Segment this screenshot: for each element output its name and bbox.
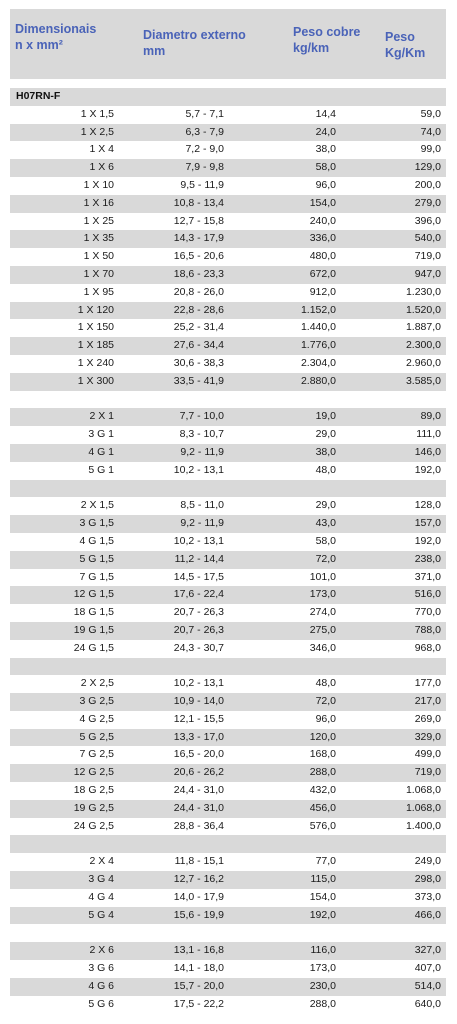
cell-outer-diameter: 12,7 - 16,2 bbox=[173, 873, 224, 886]
cell-dimension: 1 X 300 bbox=[77, 374, 114, 387]
table-row bbox=[10, 996, 446, 1014]
table-row bbox=[10, 248, 446, 266]
cell-weight: 947,0 bbox=[414, 267, 441, 280]
table-row bbox=[10, 355, 446, 373]
cell-dimension: 1 X 150 bbox=[77, 321, 114, 334]
cell-weight: 111,0 bbox=[416, 428, 441, 441]
cell-outer-diameter: 7,9 - 9,8 bbox=[185, 161, 224, 174]
table-row bbox=[10, 533, 446, 551]
table-row bbox=[10, 942, 446, 960]
table-row bbox=[10, 230, 446, 248]
separator-row bbox=[10, 658, 446, 676]
header-outer-diameter bbox=[143, 27, 246, 59]
cell-dimension: 1 X 4 bbox=[89, 143, 114, 156]
cell-outer-diameter: 16,5 - 20,6 bbox=[173, 250, 224, 263]
cell-weight: 99,0 bbox=[420, 143, 441, 156]
table-row bbox=[10, 408, 446, 426]
cell-copper-weight: 96,0 bbox=[315, 712, 336, 725]
cell-copper-weight: 101,0 bbox=[309, 570, 336, 583]
cell-weight: 719,0 bbox=[414, 250, 441, 263]
cell-outer-diameter: 11,2 - 14,4 bbox=[174, 552, 224, 565]
table-row bbox=[10, 551, 446, 569]
table-row bbox=[10, 604, 446, 622]
cell-outer-diameter: 13,1 - 16,8 bbox=[173, 944, 224, 957]
cell-dimension: 24 G 1,5 bbox=[73, 641, 114, 654]
cell-weight: 327,0 bbox=[414, 944, 441, 957]
cell-outer-diameter: 15,7 - 20,0 bbox=[173, 979, 224, 992]
table-header bbox=[10, 9, 446, 79]
table-row bbox=[10, 746, 446, 764]
cell-weight: 540,0 bbox=[414, 232, 441, 245]
table-row bbox=[10, 159, 446, 177]
cell-outer-diameter: 9,2 - 11,9 bbox=[180, 517, 224, 530]
cell-copper-weight: 346,0 bbox=[309, 641, 336, 654]
cell-copper-weight: 38,0 bbox=[315, 143, 336, 156]
cell-weight: 788,0 bbox=[414, 623, 441, 636]
table-row bbox=[10, 124, 446, 142]
cell-copper-weight: 19,0 bbox=[315, 410, 336, 423]
cell-dimension: 3 G 1,5 bbox=[79, 517, 114, 530]
cell-copper-weight: 115,0 bbox=[310, 873, 336, 886]
cell-dimension: 1 X 240 bbox=[77, 356, 114, 369]
cell-weight: 1.887,0 bbox=[405, 321, 441, 334]
cell-dimension: 19 G 2,5 bbox=[73, 801, 114, 814]
cell-dimension: 1 X 35 bbox=[83, 232, 114, 245]
table-row bbox=[10, 373, 446, 391]
cell-weight: 466,0 bbox=[414, 908, 441, 921]
table-row bbox=[10, 800, 446, 818]
cell-dimension: 4 G 1,5 bbox=[79, 534, 114, 547]
cell-outer-diameter: 14,0 - 17,9 bbox=[173, 890, 224, 903]
header-weight-line2: Kg/Km bbox=[385, 46, 426, 60]
separator-row bbox=[10, 391, 446, 409]
cell-outer-diameter: 7,2 - 9,0 bbox=[185, 143, 224, 156]
cell-weight: 238,0 bbox=[414, 552, 441, 565]
cell-outer-diameter: 25,2 - 31,4 bbox=[173, 321, 224, 334]
cell-copper-weight: 432,0 bbox=[309, 784, 336, 797]
header-copper-weight-line1: Peso cobre bbox=[293, 25, 361, 39]
table-row bbox=[10, 319, 446, 337]
cell-dimension: 1 X 70 bbox=[83, 267, 114, 280]
table-row bbox=[10, 426, 446, 444]
cell-copper-weight: 77,0 bbox=[315, 855, 336, 868]
cell-outer-diameter: 17,6 - 22,4 bbox=[173, 588, 224, 601]
cell-dimension: 12 G 1,5 bbox=[73, 588, 114, 601]
table-row bbox=[10, 818, 446, 836]
cell-copper-weight: 29,0 bbox=[315, 428, 336, 441]
cell-outer-diameter: 24,4 - 31,0 bbox=[173, 784, 224, 797]
cell-dimension: 1 X 1,5 bbox=[80, 107, 114, 120]
table-row bbox=[10, 569, 446, 587]
cell-outer-diameter: 30,6 - 38,3 bbox=[173, 356, 224, 369]
cell-weight: 770,0 bbox=[414, 606, 441, 619]
cell-copper-weight: 240,0 bbox=[309, 214, 336, 227]
cell-outer-diameter: 9,2 - 11,9 bbox=[180, 445, 224, 458]
cell-copper-weight: 336,0 bbox=[309, 232, 336, 245]
table-row bbox=[10, 213, 446, 231]
cell-weight: 373,0 bbox=[414, 890, 441, 903]
cell-copper-weight: 43,0 bbox=[315, 517, 336, 530]
cell-weight: 129,0 bbox=[414, 161, 441, 174]
table-row bbox=[10, 764, 446, 782]
cell-copper-weight: 2.304,0 bbox=[300, 356, 336, 369]
cell-dimension: 18 G 1,5 bbox=[73, 606, 114, 619]
cell-dimension: 7 G 2,5 bbox=[79, 748, 114, 761]
table-row bbox=[10, 444, 446, 462]
cell-outer-diameter: 22,8 - 28,6 bbox=[173, 303, 224, 316]
cell-weight: 1.520,0 bbox=[405, 303, 441, 316]
cell-copper-weight: 1.776,0 bbox=[300, 339, 336, 352]
cell-outer-diameter: 11,8 - 15,1 bbox=[174, 855, 224, 868]
cell-dimension: 4 G 1 bbox=[88, 445, 114, 458]
cell-outer-diameter: 10,2 - 13,1 bbox=[173, 463, 224, 476]
cell-dimension: 1 X 95 bbox=[83, 285, 114, 298]
cell-weight: 192,0 bbox=[414, 463, 441, 476]
header-outer-diameter-line1: Diametro externo bbox=[143, 28, 246, 42]
table-row bbox=[10, 640, 446, 658]
cell-weight: 396,0 bbox=[414, 214, 441, 227]
cell-outer-diameter: 6,3 - 7,9 bbox=[185, 125, 224, 138]
cell-copper-weight: 58,0 bbox=[315, 534, 336, 547]
cell-weight: 719,0 bbox=[414, 766, 441, 779]
cell-copper-weight: 48,0 bbox=[315, 463, 336, 476]
cell-weight: 514,0 bbox=[414, 979, 441, 992]
cell-dimension: 3 G 2,5 bbox=[79, 695, 114, 708]
cell-copper-weight: 672,0 bbox=[309, 267, 336, 280]
cell-weight: 3.585,0 bbox=[405, 374, 441, 387]
cell-outer-diameter: 24,4 - 31,0 bbox=[173, 801, 224, 814]
cell-copper-weight: 29,0 bbox=[315, 499, 336, 512]
cell-outer-diameter: 10,8 - 13,4 bbox=[173, 196, 224, 209]
cell-copper-weight: 1.440,0 bbox=[300, 321, 336, 334]
section-title: H07RN-F bbox=[16, 90, 61, 102]
cell-outer-diameter: 8,5 - 11,0 bbox=[180, 499, 224, 512]
cell-copper-weight: 116,0 bbox=[310, 944, 336, 957]
table-row bbox=[10, 711, 446, 729]
cell-dimension: 1 X 185 bbox=[77, 339, 114, 352]
cell-copper-weight: 173,0 bbox=[309, 962, 336, 975]
cell-weight: 279,0 bbox=[414, 196, 441, 209]
cell-copper-weight: 1.152,0 bbox=[300, 303, 336, 316]
cell-dimension: 2 X 1,5 bbox=[80, 499, 114, 512]
cell-weight: 269,0 bbox=[414, 712, 441, 725]
cell-weight: 1.068,0 bbox=[405, 801, 441, 814]
cell-outer-diameter: 20,7 - 26,3 bbox=[173, 623, 224, 636]
cell-dimension: 2 X 6 bbox=[89, 944, 114, 957]
table-row bbox=[10, 853, 446, 871]
cell-copper-weight: 120,0 bbox=[309, 730, 336, 743]
table-row bbox=[10, 586, 446, 604]
cell-dimension: 7 G 1,5 bbox=[79, 570, 114, 583]
table-row bbox=[10, 729, 446, 747]
cell-weight: 217,0 bbox=[414, 695, 441, 708]
cell-copper-weight: 72,0 bbox=[315, 552, 336, 565]
cell-copper-weight: 173,0 bbox=[309, 588, 336, 601]
header-outer-diameter-line2: mm bbox=[143, 44, 166, 58]
cell-dimension: 1 X 25 bbox=[83, 214, 114, 227]
cell-dimension: 12 G 2,5 bbox=[73, 766, 114, 779]
cell-dimension: 2 X 1 bbox=[89, 410, 114, 423]
table-row bbox=[10, 266, 446, 284]
cell-copper-weight: 275,0 bbox=[309, 623, 336, 636]
cell-outer-diameter: 13,3 - 17,0 bbox=[173, 730, 224, 743]
header-copper-weight-line2: kg/km bbox=[293, 41, 330, 55]
cell-weight: 146,0 bbox=[414, 445, 441, 458]
table-row bbox=[10, 141, 446, 159]
cell-copper-weight: 168,0 bbox=[309, 748, 336, 761]
cell-weight: 177,0 bbox=[414, 677, 441, 690]
cell-copper-weight: 24,0 bbox=[315, 125, 336, 138]
header-copper-weight bbox=[293, 24, 360, 56]
cell-outer-diameter: 14,3 - 17,9 bbox=[173, 232, 224, 245]
table-row bbox=[10, 462, 446, 480]
cell-copper-weight: 48,0 bbox=[315, 677, 336, 690]
cell-dimension: 5 G 6 bbox=[88, 997, 114, 1010]
separator-row bbox=[10, 835, 446, 853]
cell-dimension: 19 G 1,5 bbox=[73, 623, 114, 636]
cell-outer-diameter: 33,5 - 41,9 bbox=[173, 374, 224, 387]
cell-outer-diameter: 27,6 - 34,4 bbox=[173, 339, 224, 352]
cell-outer-diameter: 16,5 - 20,0 bbox=[173, 748, 224, 761]
cell-dimension: 4 G 2,5 bbox=[79, 712, 114, 725]
cell-dimension: 1 X 120 bbox=[77, 303, 114, 316]
cell-copper-weight: 154,0 bbox=[309, 890, 336, 903]
table-row bbox=[10, 515, 446, 533]
table-row bbox=[10, 675, 446, 693]
cell-weight: 640,0 bbox=[414, 997, 441, 1010]
table-row bbox=[10, 106, 446, 124]
cell-weight: 74,0 bbox=[420, 125, 441, 138]
table-row bbox=[10, 622, 446, 640]
cell-outer-diameter: 8,3 - 10,7 bbox=[179, 428, 224, 441]
cell-copper-weight: 58,0 bbox=[315, 161, 336, 174]
cell-dimension: 1 X 10 bbox=[83, 178, 114, 191]
cell-weight: 157,0 bbox=[414, 517, 441, 530]
cell-copper-weight: 912,0 bbox=[309, 285, 336, 298]
cell-copper-weight: 72,0 bbox=[315, 695, 336, 708]
table-row bbox=[10, 195, 446, 213]
cell-copper-weight: 456,0 bbox=[309, 801, 336, 814]
cell-dimension: 1 X 2,5 bbox=[80, 125, 114, 138]
table-row bbox=[10, 871, 446, 889]
cell-dimension: 5 G 1 bbox=[88, 463, 114, 476]
cell-outer-diameter: 9,5 - 11,9 bbox=[180, 178, 224, 191]
cell-dimension: 5 G 2,5 bbox=[79, 730, 114, 743]
cell-weight: 2.300,0 bbox=[405, 339, 441, 352]
table-row bbox=[10, 177, 446, 195]
cell-dimension: 4 G 6 bbox=[88, 979, 114, 992]
cell-copper-weight: 38,0 bbox=[315, 445, 336, 458]
table-row bbox=[10, 889, 446, 907]
section-title-row bbox=[10, 88, 446, 106]
cell-outer-diameter: 17,5 - 22,2 bbox=[173, 997, 224, 1010]
table-row bbox=[10, 302, 446, 320]
cell-dimension: 1 X 16 bbox=[83, 196, 114, 209]
cell-outer-diameter: 28,8 - 36,4 bbox=[173, 819, 224, 832]
cell-copper-weight: 230,0 bbox=[309, 979, 336, 992]
cell-weight: 1.230,0 bbox=[405, 285, 441, 298]
cell-weight: 499,0 bbox=[414, 748, 441, 761]
header-weight bbox=[385, 29, 425, 61]
cell-dimension: 3 G 1 bbox=[88, 428, 114, 441]
cell-outer-diameter: 20,7 - 26,3 bbox=[173, 606, 224, 619]
cell-weight: 1.068,0 bbox=[405, 784, 441, 797]
cell-copper-weight: 576,0 bbox=[309, 819, 336, 832]
separator-row bbox=[10, 480, 446, 498]
table-row bbox=[10, 497, 446, 515]
cell-weight: 516,0 bbox=[414, 588, 441, 601]
cell-dimension: 5 G 1,5 bbox=[79, 552, 114, 565]
cell-weight: 200,0 bbox=[414, 178, 441, 191]
cell-weight: 407,0 bbox=[414, 962, 441, 975]
cell-weight: 89,0 bbox=[420, 410, 441, 423]
cell-dimension: 5 G 4 bbox=[88, 908, 114, 921]
header-dimensions-line2: n x mm² bbox=[15, 38, 63, 52]
cell-outer-diameter: 10,2 - 13,1 bbox=[173, 534, 224, 547]
cell-dimension: 1 X 6 bbox=[89, 161, 114, 174]
cell-weight: 249,0 bbox=[414, 855, 441, 868]
cell-dimension: 24 G 2,5 bbox=[73, 819, 114, 832]
cell-outer-diameter: 14,5 - 17,5 bbox=[173, 570, 224, 583]
cell-copper-weight: 2.880,0 bbox=[300, 374, 336, 387]
table-row bbox=[10, 782, 446, 800]
cell-copper-weight: 14,4 bbox=[315, 107, 336, 120]
cell-outer-diameter: 24,3 - 30,7 bbox=[173, 641, 224, 654]
cell-dimension: 4 G 4 bbox=[88, 890, 114, 903]
cell-outer-diameter: 10,2 - 13,1 bbox=[173, 677, 224, 690]
cell-outer-diameter: 20,8 - 26,0 bbox=[173, 285, 224, 298]
cell-outer-diameter: 10,9 - 14,0 bbox=[173, 695, 224, 708]
table-row bbox=[10, 337, 446, 355]
cell-copper-weight: 154,0 bbox=[309, 196, 336, 209]
cell-outer-diameter: 14,1 - 18,0 bbox=[173, 962, 224, 975]
header-dimensions-line1: Dimensionais bbox=[15, 22, 97, 36]
cell-outer-diameter: 12,7 - 15,8 bbox=[173, 214, 224, 227]
header-dimensions bbox=[15, 21, 96, 53]
cell-dimension: 2 X 4 bbox=[89, 855, 114, 868]
cell-outer-diameter: 5,7 - 7,1 bbox=[185, 107, 224, 120]
table-row bbox=[10, 284, 446, 302]
cell-weight: 59,0 bbox=[420, 107, 441, 120]
cell-copper-weight: 480,0 bbox=[309, 250, 336, 263]
table-row bbox=[10, 978, 446, 996]
table-row bbox=[10, 693, 446, 711]
cell-dimension: 18 G 2,5 bbox=[73, 784, 114, 797]
cell-copper-weight: 288,0 bbox=[309, 997, 336, 1010]
cell-weight: 128,0 bbox=[414, 499, 441, 512]
cell-weight: 298,0 bbox=[414, 873, 441, 886]
cell-weight: 371,0 bbox=[414, 570, 441, 583]
table-row bbox=[10, 907, 446, 925]
cell-copper-weight: 274,0 bbox=[309, 606, 336, 619]
cell-dimension: 3 G 6 bbox=[88, 962, 114, 975]
cell-weight: 968,0 bbox=[414, 641, 441, 654]
header-weight-line1: Peso bbox=[385, 30, 415, 44]
cell-weight: 329,0 bbox=[414, 730, 441, 743]
cell-dimension: 2 X 2,5 bbox=[80, 677, 114, 690]
cell-dimension: 1 X 50 bbox=[83, 250, 114, 263]
cell-dimension: 3 G 4 bbox=[88, 873, 114, 886]
table-row bbox=[10, 960, 446, 978]
cell-copper-weight: 96,0 bbox=[315, 178, 336, 191]
cell-outer-diameter: 12,1 - 15,5 bbox=[173, 712, 224, 725]
cell-outer-diameter: 7,7 - 10,0 bbox=[179, 410, 224, 423]
table-body bbox=[10, 88, 446, 1013]
cell-outer-diameter: 18,6 - 23,3 bbox=[173, 267, 224, 280]
cell-weight: 192,0 bbox=[414, 534, 441, 547]
cell-copper-weight: 288,0 bbox=[309, 766, 336, 779]
cell-weight: 2.960,0 bbox=[405, 356, 441, 369]
cell-outer-diameter: 20,6 - 26,2 bbox=[173, 766, 224, 779]
cell-weight: 1.400,0 bbox=[405, 819, 441, 832]
separator-row bbox=[10, 924, 446, 942]
cell-outer-diameter: 15,6 - 19,9 bbox=[173, 908, 224, 921]
cell-copper-weight: 192,0 bbox=[309, 908, 336, 921]
